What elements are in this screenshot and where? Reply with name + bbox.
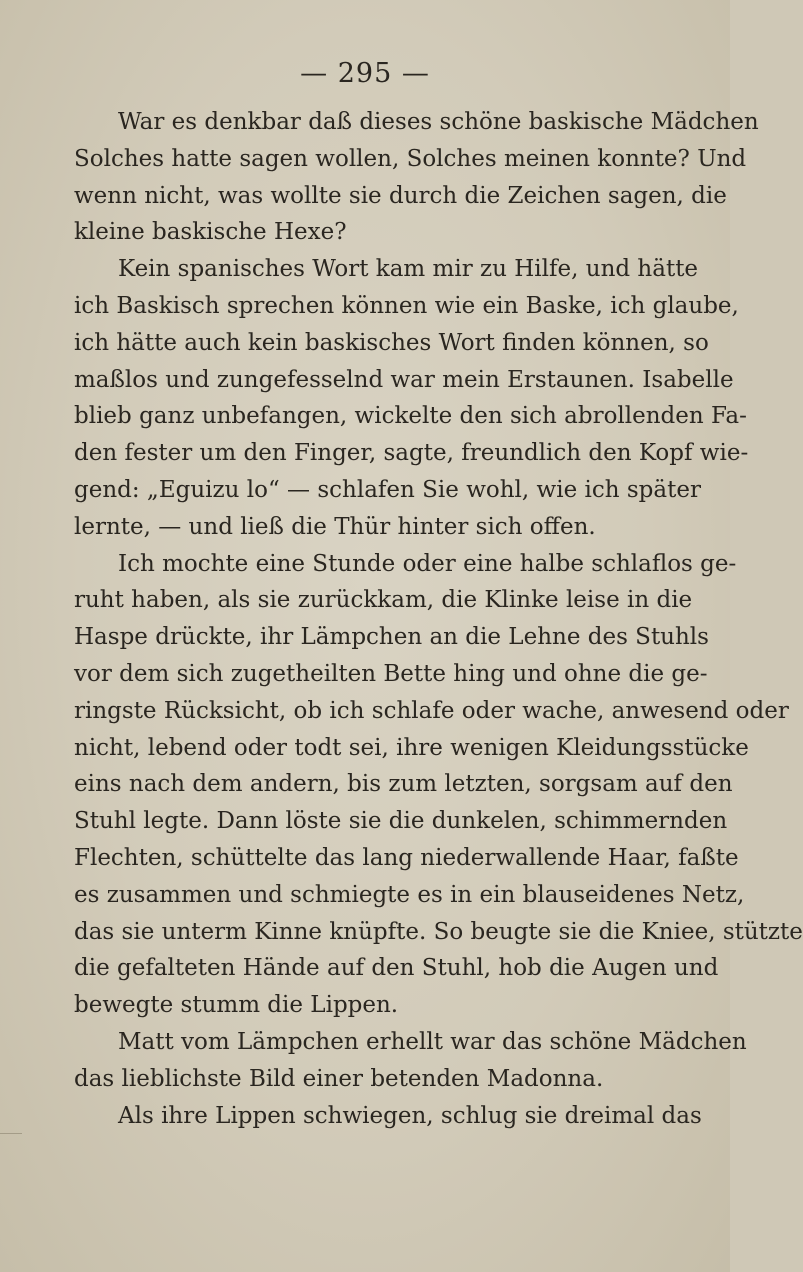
text-line: vor dem sich zugetheilten Bette hing und ohne die ge-	[74, 660, 708, 687]
text-line: Ich mochte eine Stunde oder eine halbe schlaflos ge-	[118, 550, 737, 577]
text-line: Haspe drückte, ihr Lämpchen an die Lehne des Stuhls	[74, 624, 709, 651]
margin-rule	[0, 1133, 22, 1134]
text-line: blieb ganz unbefangen, wickelte den sich abrollenden Fa-	[74, 403, 747, 430]
text-line: Solches hatte sagen wollen, Solches meinen konnte? Und	[74, 145, 747, 172]
text-line: Kein spanisches Wort kam mir zu Hilfe, und hätte	[118, 256, 699, 283]
text-line: ich hätte auch kein baskisches Wort finden können, so	[74, 329, 709, 356]
text-line: bewegte stumm die Lippen.	[74, 992, 399, 1019]
text-line: Als ihre Lippen schwiegen, schlug sie dreimal das	[118, 1102, 702, 1129]
text-line: maßlos und zungefesselnd war mein Erstaunen. Isabelle	[74, 366, 734, 393]
text-line: das sie unterm Kinne knüpfte. So beugte sie die Kniee, stützte	[74, 918, 803, 945]
text-line: das lieblichste Bild einer betenden Madonna.	[74, 1065, 604, 1092]
text-line: lernte, — und ließ die Thür hinter sich offen.	[74, 513, 596, 540]
text-line: nicht, lebend oder todt sei, ihre wenigen Kleidungsstücke	[74, 734, 749, 761]
text-line: Matt vom Lämpchen erhellt war das schöne Mädchen	[118, 1028, 747, 1055]
text-line: wenn nicht, was wollte sie durch die Zeichen sagen, die	[74, 182, 727, 209]
text-line: eins nach dem andern, bis zum letzten, sorgsam auf den	[74, 771, 733, 798]
text-line: Stuhl legte. Dann löste sie die dunkelen, schimmernden	[74, 808, 728, 835]
page-number: — 295 —	[300, 58, 430, 89]
text-line: es zusammen und schmiegte es in ein blauseidenes Netz,	[74, 881, 745, 908]
text-line: Flechten, schüttelte das lang niederwallende Haar, faßte	[74, 844, 739, 871]
text-line: ich Baskisch sprechen können wie ein Baske, ich glaube,	[74, 292, 739, 319]
text-line: gend: „Eguizu lo“ — schlafen Sie wohl, wie ich später	[74, 476, 701, 503]
text-line: ruht haben, als sie zurückkam, die Klinke leise in die	[74, 587, 693, 614]
text-line: die gefalteten Hände auf den Stuhl, hob die Augen und	[74, 955, 719, 982]
text-line: kleine baskische Hexe?	[74, 219, 347, 246]
body-text	[74, 104, 803, 1134]
text-line: den fester um den Finger, sagte, freundlich den Kopf wie-	[74, 440, 749, 467]
text-line: War es denkbar daß dieses schöne baskische Mädchen	[118, 109, 759, 135]
text-line: ringste Rücksicht, ob ich schlafe oder wache, anwesend oder	[74, 697, 789, 724]
